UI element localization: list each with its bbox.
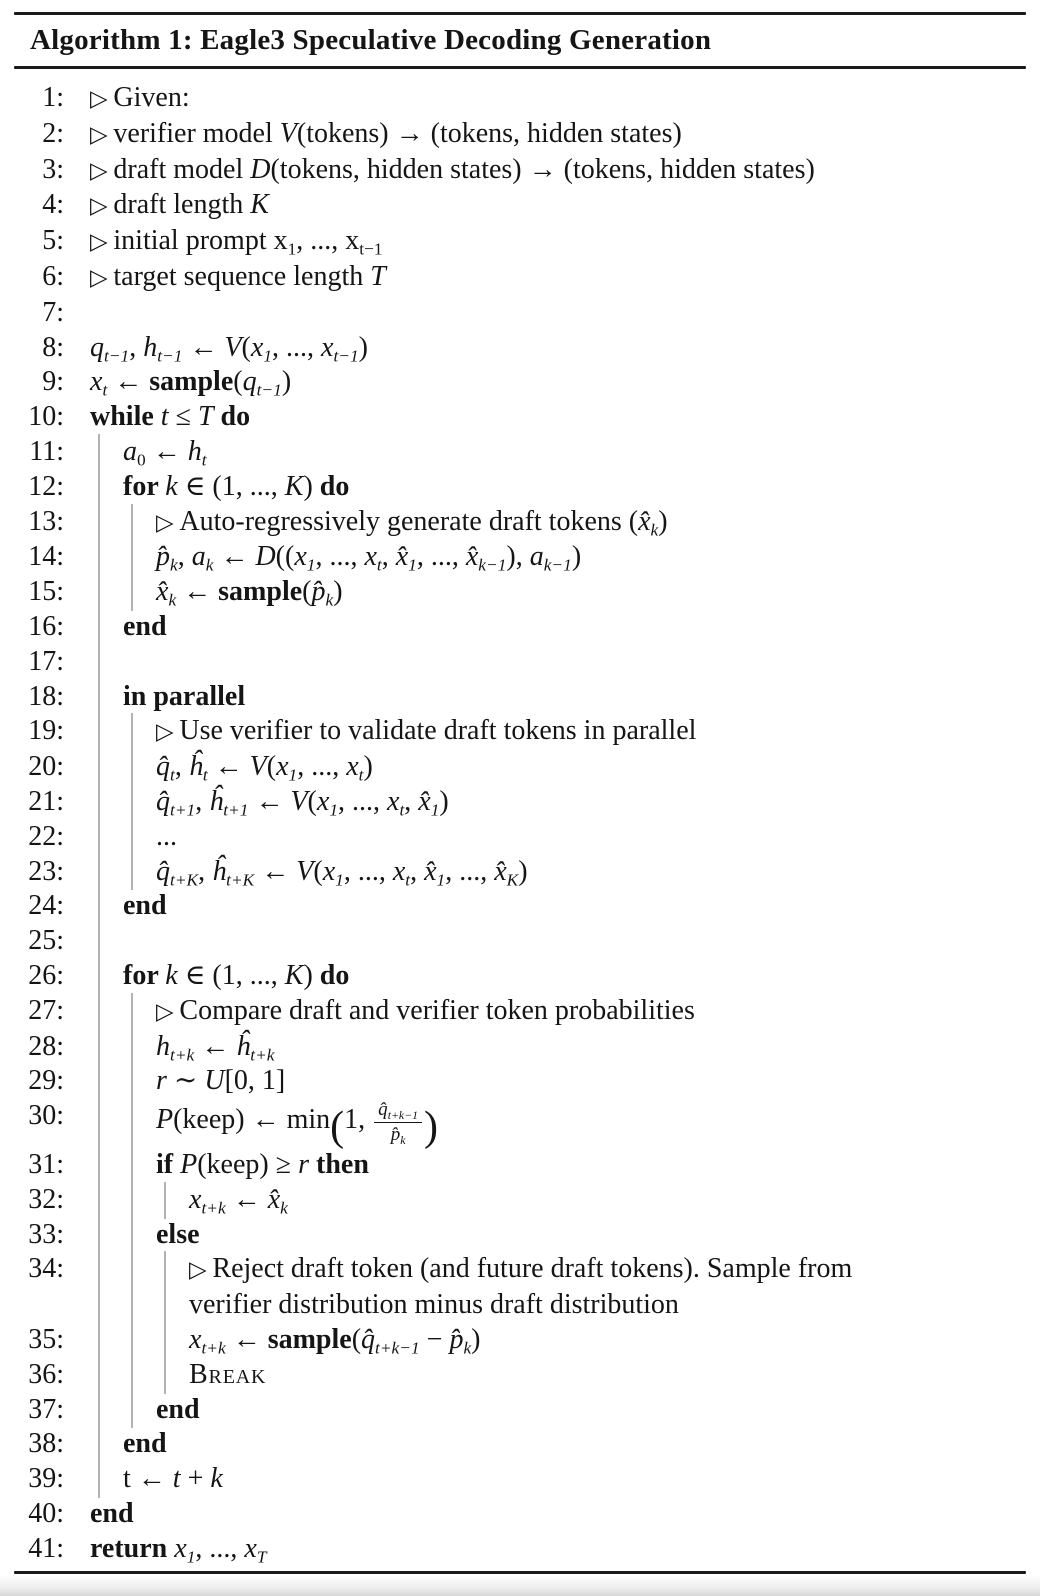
- indent-guide: [98, 434, 100, 471]
- line-number: 24:: [28, 890, 64, 922]
- indent-guide: [98, 1063, 100, 1100]
- indent-guide: [98, 713, 100, 751]
- line-content: if P(keep) ≥ r then: [90, 1148, 1026, 1183]
- line-number: 16:: [28, 610, 64, 642]
- line-number: 12:: [28, 470, 64, 502]
- line-number: 40:: [28, 1497, 64, 1529]
- indent-guide: [98, 1251, 100, 1324]
- line-content: ▷ initial prompt $x_1$, ..., $x_{t-1}$: [90, 225, 383, 259]
- indent-guide: [98, 1147, 100, 1184]
- line-content: ▷ verifier model V(tokens) → (tokens, hidden states): [90, 117, 682, 149]
- line-number: 1:: [42, 82, 64, 113]
- line-number: 26:: [28, 959, 64, 991]
- line-number: 2:: [42, 117, 64, 149]
- indent-guide: [98, 1426, 100, 1463]
- line-content: ▷ target sequence length T: [90, 260, 386, 292]
- indent-guide: [98, 1461, 100, 1498]
- line-content: end: [90, 889, 1026, 924]
- algo-line: [14, 1358, 1026, 1393]
- indent-guide: [131, 993, 133, 1031]
- indent-guide: [98, 1182, 100, 1219]
- indent-guide: [131, 1147, 133, 1184]
- line-number: 15:: [28, 576, 64, 608]
- algo-line: [14, 224, 1026, 260]
- line-content: in parallel: [90, 680, 1026, 715]
- line-number: 29:: [28, 1065, 64, 1097]
- indent-guide: [98, 574, 100, 611]
- indent-guide: [98, 1392, 100, 1429]
- algo-line: [14, 188, 1026, 224]
- indent-guide: [131, 854, 133, 891]
- line-content: [90, 924, 1026, 959]
- algo-line: [14, 260, 1026, 296]
- algo-line: [14, 714, 1026, 750]
- indent-guide: [98, 819, 100, 856]
- algo-line: [14, 1183, 1026, 1218]
- indent-guide: [98, 749, 100, 786]
- algo-line: [14, 994, 1026, 1030]
- line-number: 4:: [42, 189, 64, 221]
- indent-guide: [98, 958, 100, 995]
- algo-line: [14, 889, 1026, 924]
- algo-line: [14, 365, 1026, 400]
- algo-line: [14, 575, 1026, 610]
- indent-guide: [164, 1322, 166, 1359]
- indent-guide: [131, 1251, 133, 1324]
- line-number: 27:: [28, 994, 64, 1026]
- line-content: else: [90, 1218, 1026, 1253]
- indent-guide: [98, 993, 100, 1031]
- line-number: 3:: [42, 153, 64, 185]
- page-bottom-strip: [0, 1576, 1040, 1596]
- line-content: $x_{t+k}$ ← $sample(q̂_{t+k-1}$ − $p̂_k$): [90, 1323, 1026, 1358]
- algo-line: [14, 470, 1026, 505]
- algo-line: [14, 1030, 1026, 1065]
- line-content: $p̂_k$, $a_k$ ← $D((x_1$, ..., $x_t$, $x̂_1$, ..., $x̂_{k-1}$), $a_{k-1}$): [90, 540, 1026, 575]
- big-paren: (: [330, 1103, 345, 1150]
- line-content: t ← t + k: [90, 1462, 1026, 1497]
- line-content: $x_{t+k}$ ← $x̂_k$: [90, 1183, 1026, 1218]
- line-number: 13:: [28, 505, 64, 537]
- line-content: P(keep) ← min(1, $\frac{q̂_{t+k-1}}{p̂_k}$ ): [90, 1099, 1026, 1148]
- line-content: end: [90, 610, 1026, 645]
- big-paren: ): [424, 1103, 439, 1150]
- line-number: 25:: [28, 925, 64, 957]
- line-number: 30:: [28, 1100, 64, 1132]
- indent-guide: [98, 1322, 100, 1359]
- line-number: 11:: [29, 435, 64, 467]
- algorithm-body: [14, 69, 1026, 1567]
- indent-guide: [98, 888, 100, 925]
- line-number: 33:: [28, 1218, 64, 1250]
- line-number: 17:: [28, 645, 64, 677]
- indent-guide: [131, 1322, 133, 1359]
- line-number: 8:: [42, 331, 64, 363]
- indent-guide: [98, 854, 100, 891]
- line-number: 28:: [28, 1030, 64, 1062]
- line-number: 23:: [28, 855, 64, 887]
- algo-line: [14, 610, 1026, 645]
- algo-line: [14, 1064, 1026, 1099]
- indent-guide: [98, 923, 100, 960]
- line-number: 36:: [28, 1358, 64, 1390]
- indent-guide: [164, 1182, 166, 1219]
- indent-guide: [98, 469, 100, 506]
- line-content: ▷ draft model D(tokens, hidden states) → (tokens, hidden states): [90, 153, 815, 185]
- algo-line: [14, 924, 1026, 959]
- line-number: 31:: [28, 1148, 64, 1180]
- algo-line: [14, 331, 1026, 366]
- line-number: 9:: [42, 366, 64, 398]
- indent-guide: [131, 539, 133, 576]
- line-number: 38:: [28, 1428, 64, 1460]
- line-content: $q_{t-1}$, $h_{t-1}$ ← $V(x_1$, ..., $x_{t-1}$): [90, 331, 368, 366]
- line-content: $x_t$ ← $sample(q_{t-1})$: [90, 366, 292, 400]
- algo-line: [14, 1393, 1026, 1428]
- indent-guide: [98, 1357, 100, 1394]
- algo-line: [14, 1252, 1026, 1323]
- line-number: 22:: [28, 820, 64, 852]
- line-content: ▷ Given:: [90, 82, 190, 113]
- indent-guide: [98, 679, 100, 716]
- line-number: 7:: [42, 296, 64, 328]
- line-content: r ∼ U[0, 1]: [90, 1064, 1026, 1099]
- algo-line: [14, 400, 1026, 435]
- indent-guide: [98, 539, 100, 576]
- line-content: return $x_1$, ..., $x_T$: [90, 1532, 267, 1567]
- line-content: $q̂_{t+1}$, $ĥ_{t+1}$ ← $V(x_1$, ..., $x_t$, $x̂_1$): [90, 785, 1026, 820]
- algo-line: [14, 540, 1026, 575]
- algo-line: [14, 1532, 1026, 1567]
- algo-line: [14, 645, 1026, 680]
- algo-line: [14, 750, 1026, 785]
- algo-line: [14, 81, 1026, 117]
- line-content: $h_{t+k}$ ← $ĥ_{t+k}$: [90, 1030, 1026, 1065]
- algo-line: [14, 855, 1026, 890]
- line-number: 37:: [28, 1393, 64, 1425]
- line-content: $x̂_k$ ← $sample(p̂_k)$: [90, 575, 1026, 610]
- algo-line: [14, 1427, 1026, 1462]
- line-number: 41:: [28, 1532, 64, 1564]
- indent-guide: [131, 1182, 133, 1219]
- algo-line: [14, 505, 1026, 541]
- algo-line: [14, 1462, 1026, 1497]
- bottom-rule: [14, 1571, 1026, 1574]
- line-number: 6:: [42, 260, 64, 292]
- indent-guide: [98, 1029, 100, 1066]
- indent-guide: [98, 1098, 100, 1149]
- indent-guide: [131, 574, 133, 611]
- indent-guide: [98, 609, 100, 646]
- line-content: ▷ Auto-regressively generate draft tokens $(x̂_k)$: [90, 505, 1026, 541]
- line-number: 10:: [28, 401, 64, 433]
- line-content: for k ∈ (1, ..., K) do: [90, 470, 1026, 505]
- indent-guide: [98, 504, 100, 542]
- line-content: end: [90, 1427, 1026, 1462]
- indent-guide: [98, 1217, 100, 1254]
- line-content: ▷ Reject draft token (and future draft tokens). Sample from verifier distribution minus draft distribution: [90, 1252, 1026, 1323]
- line-number: 21:: [28, 785, 64, 817]
- indent-guide: [164, 1251, 166, 1324]
- algo-line: [14, 296, 1026, 331]
- line-number: 14:: [28, 541, 64, 573]
- algorithm-frame: [0, 12, 1040, 1574]
- algo-line: [14, 1497, 1026, 1532]
- line-content: [90, 645, 1026, 680]
- line-number: 5:: [42, 225, 64, 257]
- line-number: 34:: [28, 1253, 64, 1285]
- line-content: end: [90, 1497, 134, 1529]
- fraction: $\frac{q̂_{t+k-1}}{p̂_k}$: [372, 1099, 424, 1146]
- line-content: ▷ Use verifier to validate draft tokens in parallel: [90, 714, 1026, 750]
- indent-guide: [131, 1217, 133, 1254]
- line-content: while t ≤ T do: [90, 401, 251, 433]
- indent-guide: [131, 504, 133, 542]
- indent-guide: [131, 1063, 133, 1100]
- indent-guide: [131, 1357, 133, 1394]
- algo-line: [14, 1323, 1026, 1358]
- algo-line: [14, 820, 1026, 855]
- indent-guide: [98, 644, 100, 681]
- line-content: end: [90, 1393, 1026, 1428]
- algo-line: [14, 117, 1026, 153]
- indent-guide: [164, 1357, 166, 1394]
- indent-guide: [131, 1098, 133, 1149]
- indent-guide: [131, 1392, 133, 1429]
- line-number: 19:: [28, 715, 64, 747]
- algo-line: [14, 785, 1026, 820]
- line-content: ▷ Compare draft and verifier token probabilities: [90, 994, 1026, 1030]
- algorithm-title: Algorithm 1: Eagle3 Speculative Decoding Generation: [30, 24, 712, 56]
- line-number: 18:: [28, 680, 64, 712]
- indent-guide: [98, 784, 100, 821]
- algo-line: [14, 153, 1026, 189]
- algo-line: [14, 1099, 1026, 1148]
- line-content: $q̂_t$, $ĥ_t$ ← $V(x_1$, ..., $x_t$): [90, 750, 1026, 785]
- indent-guide: [131, 784, 133, 821]
- algo-line: [14, 435, 1026, 470]
- line-content: [90, 296, 1026, 331]
- line-content: ▷ draft length K: [90, 189, 269, 221]
- line-number: 20:: [28, 751, 64, 783]
- algorithm-figure: [0, 12, 1040, 1588]
- line-content: $a_0$ ← $h_t$: [90, 435, 1026, 470]
- indent-guide: [131, 819, 133, 856]
- indent-guide: [131, 713, 133, 751]
- algo-line: [14, 959, 1026, 994]
- line-content: ...: [90, 820, 1026, 855]
- algo-line: [14, 1148, 1026, 1183]
- line-content: $q̂_{t+K}$, $ĥ_{t+K}$ ← $V(x_1$, ..., $x_t$, $x̂_1$, ..., $x̂_K$): [90, 855, 1026, 890]
- indent-guide: [131, 749, 133, 786]
- line-number: 39:: [28, 1463, 64, 1495]
- line-content: Break: [90, 1358, 1026, 1393]
- algo-line: [14, 1218, 1026, 1253]
- indent-guide: [131, 1029, 133, 1066]
- line-content: for k ∈ (1, ..., K) do: [90, 959, 1026, 994]
- line-number: 32:: [28, 1183, 64, 1215]
- line-number: 35:: [28, 1323, 64, 1355]
- algo-line: [14, 680, 1026, 715]
